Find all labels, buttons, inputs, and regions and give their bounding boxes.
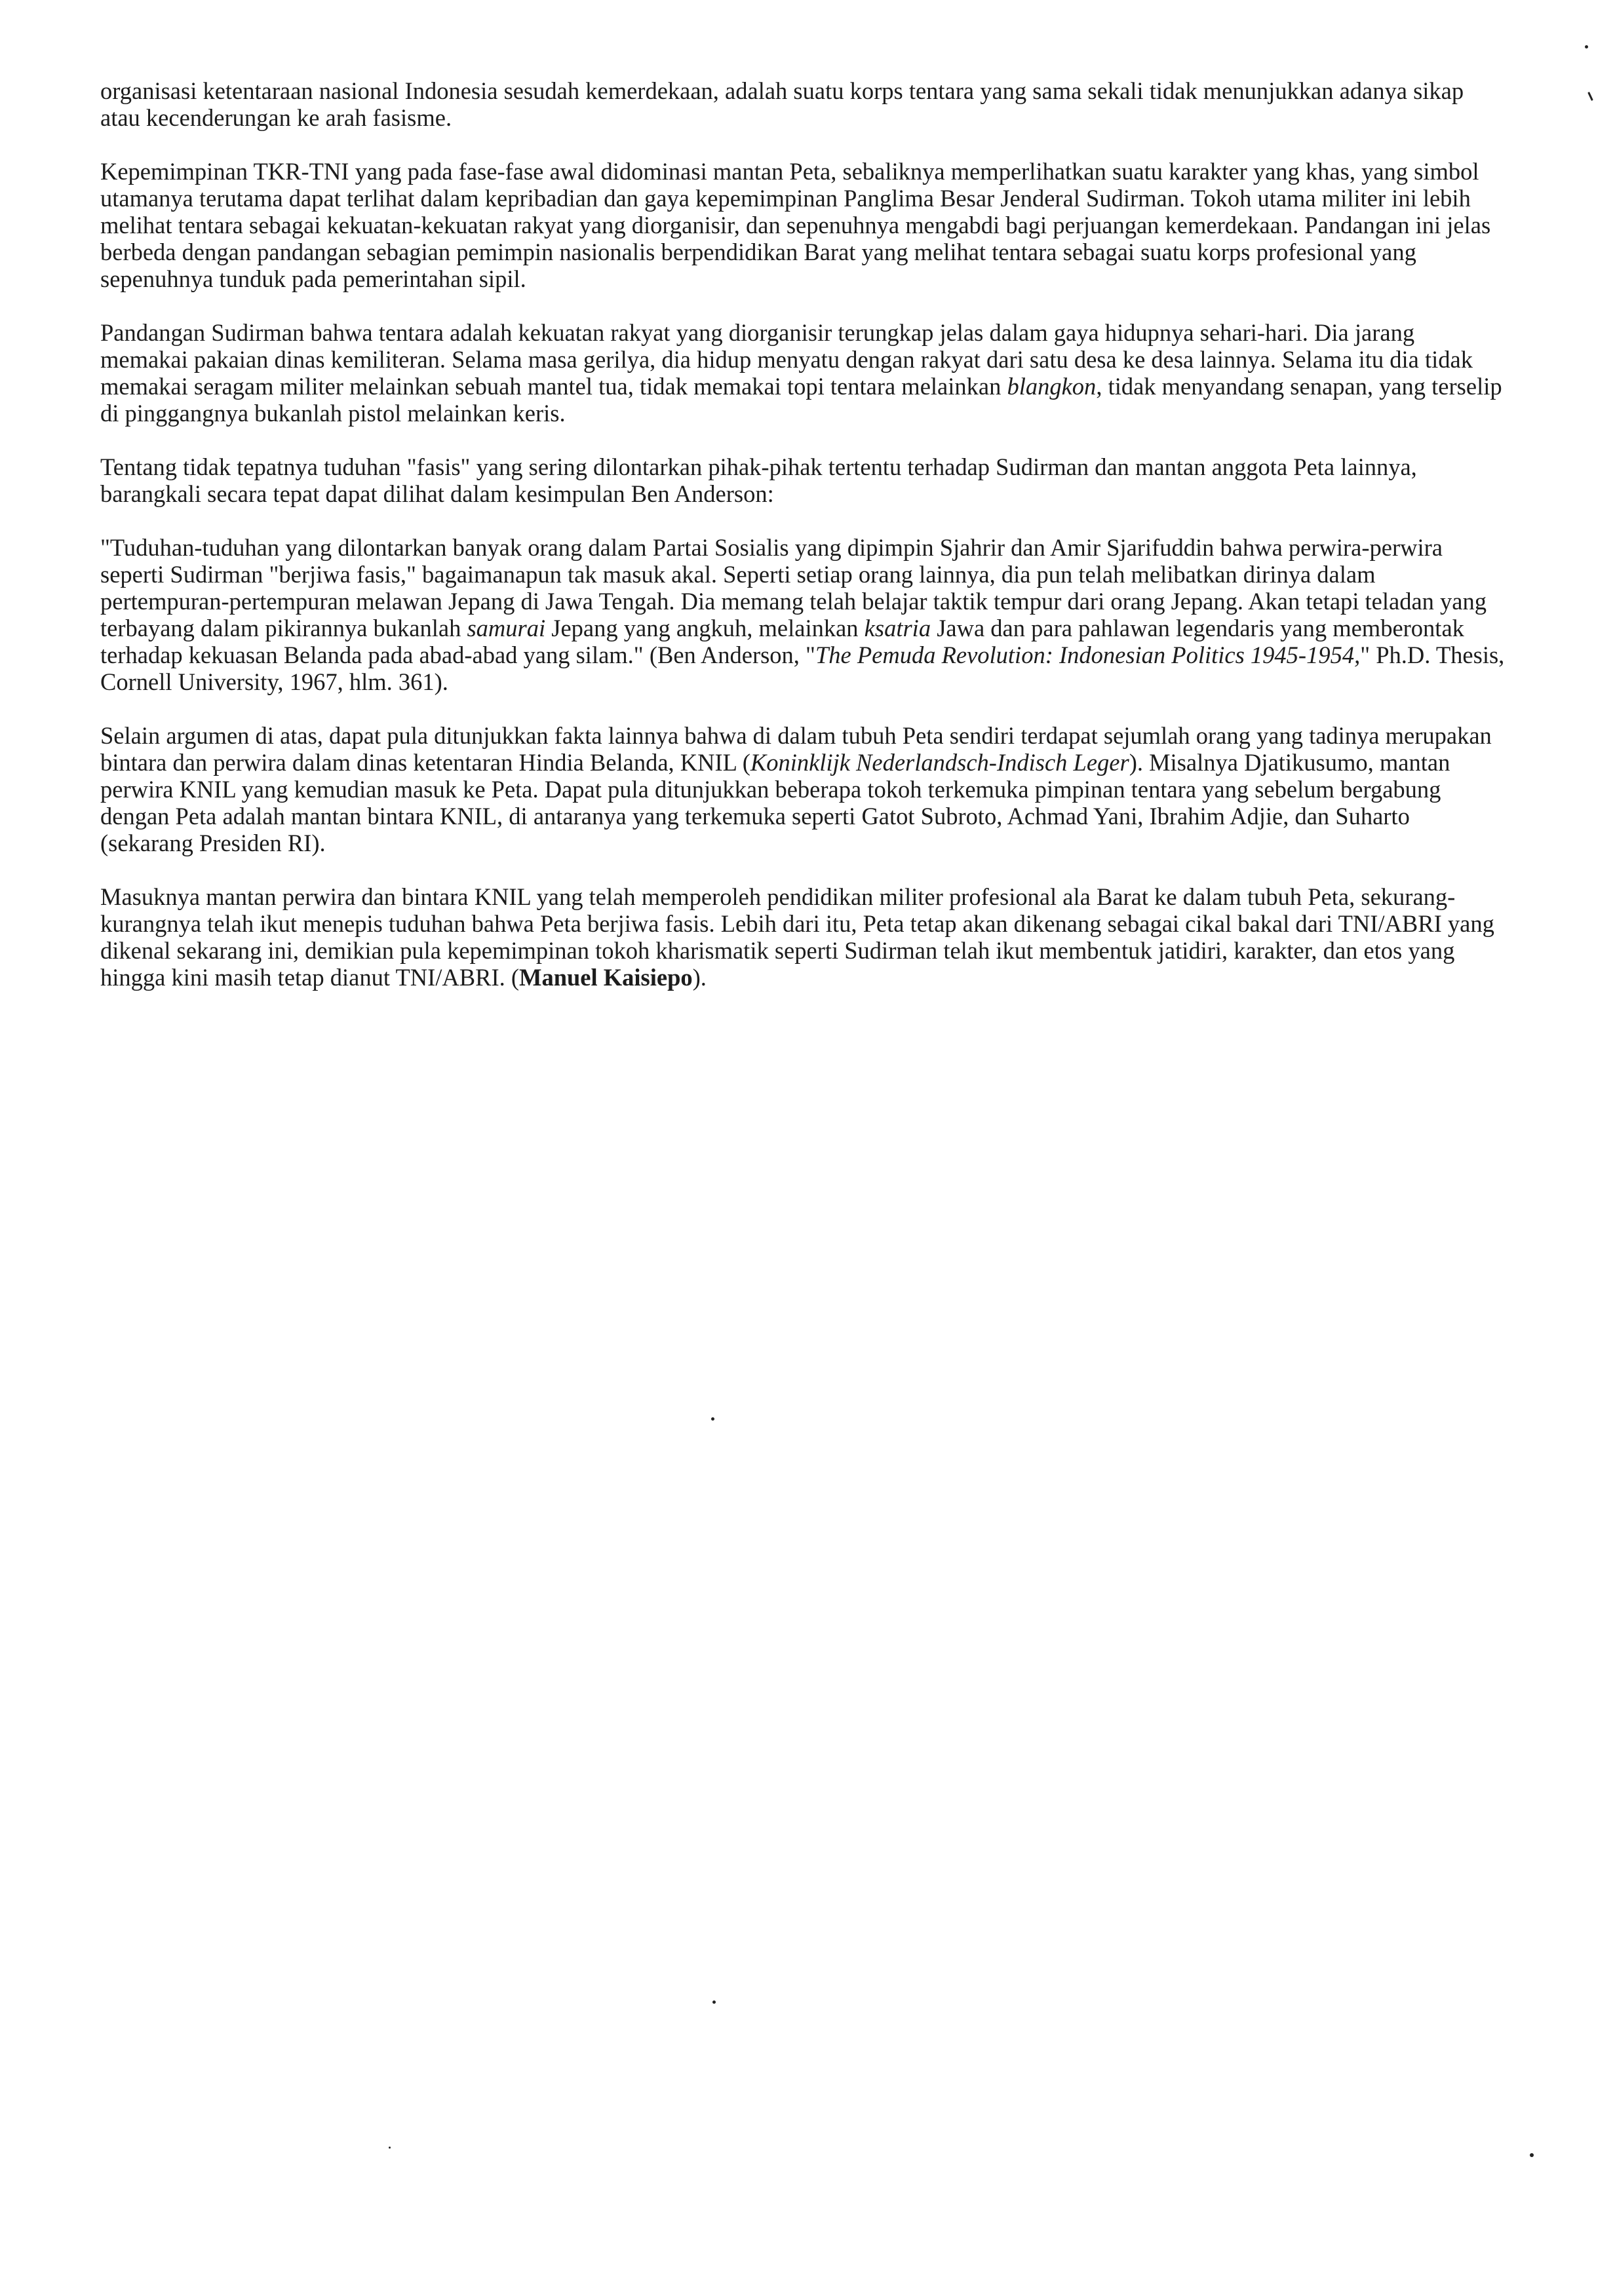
italic-term: ksatria xyxy=(864,615,931,641)
text-run: ). xyxy=(692,964,707,991)
text-run: Jepang yang angkuh, melainkan xyxy=(545,615,865,641)
italic-term: Koninklijk Nederlandsch-Indisch Leger xyxy=(750,749,1129,776)
scan-speck xyxy=(1530,2153,1534,2157)
scan-speck xyxy=(712,2000,716,2004)
text-run: organisasi ketentaraan nasional Indonesia sesudah kemerdekaan, adalah suatu korps tentara yang sama sekali tidak menunjukkan adanya sikap atau kecenderungan ke arah fasisme. xyxy=(100,77,1464,131)
text-run: "Tuduhan-tuduhan yang dilontarkan banyak orang dalam Partai Sosialis yang dipimpin Sjahrir dan Amir Sjarifuddin bahwa perwira-perwira seperti Sudirman "berjiwa fasis," bagaimanapun tak masuk akal. Seperti setiap orang lainnya, dia pun telah melibatkan dirinya dalam pertempuran-pertempuran melawan Jepang di Jawa Tengah. Dia memang telah belajar taktik tempur dari orang Jepang. Akan tetapi teladan yang terbayang dalam pikirannya bukanlah xyxy=(100,534,1487,641)
paragraph-1 xyxy=(100,77,1506,131)
text-run: Kepemimpinan TKR-TNI yang pada fase-fase awal didominasi mantan Peta, sebaliknya memperlihatkan suatu karakter yang khas, yang simbol utamanya terutama dapat terlihat dalam kepribadian dan gaya kepemimpinan Panglima Besar Jenderal Sudirman. Tokoh utama militer ini lebih melihat tentara sebagai kekuatan-kekuatan rakyat yang diorganisir, dan sepenuhnya mengabdi bagi perjuangan kemerdekaan. Pandangan ini jelas berbeda dengan pandangan sebagian pemimpin nasionalis berpendidikan Barat yang melihat tentara sebagai suatu korps profesional yang sepenuhnya tunduk pada pemerintahan sipil. xyxy=(100,158,1491,292)
scan-speck xyxy=(389,2147,391,2149)
author-name: Manuel Kaisiepo xyxy=(519,964,693,991)
text-run: Tentang tidak tepatnya tuduhan "fasis" yang sering dilontarkan pihak-pihak tertentu terhadap Sudirman dan mantan anggota Peta lainnya, barangkali secara tepat dapat dilihat dalam kesimpulan Ben Anderson: xyxy=(100,453,1417,507)
scan-speck xyxy=(1585,45,1588,48)
paragraph-4 xyxy=(100,453,1506,507)
citation-title: The Pemuda Revolution: Indonesian Politics 1945-1954, xyxy=(815,641,1361,668)
article-body xyxy=(100,77,1506,991)
paragraph-6 xyxy=(100,722,1506,856)
text-run: " Ph.D. Thesis, Cornell University, 1967, hlm. 361). xyxy=(100,641,1505,695)
paragraph-3 xyxy=(100,319,1506,427)
text-run: Jawa dan para pahlawan legendaris yang memberontak terhadap kekuasan Belanda pada abad-abad yang silam." (Ben Anderson, " xyxy=(100,615,1464,668)
italic-term: samurai xyxy=(467,615,546,641)
scan-speck xyxy=(711,1417,714,1421)
text-run: Pandangan Sudirman bahwa tentara adalah kekuatan rakyat yang diorganisir terungkap jelas dalam gaya hidupnya sehari-hari. Dia jarang memakai pakaian dinas kemiliteran. Selama masa gerilya, dia hidup menyatu dengan rakyat dari satu desa ke desa lainnya. Selama itu dia tidak memakai seragam militer melainkan sebuah mantel tua, tidak memakai topi tentara melainkan xyxy=(100,319,1473,400)
scan-speck xyxy=(1587,92,1593,101)
text-run: Masuknya mantan perwira dan bintara KNIL yang telah memperoleh pendidikan militer profesional ala Barat ke dalam tubuh Peta, sekurang-kurangnya telah ikut menepis tuduhan bahwa Peta berjiwa fasis. Lebih dari itu, Peta tetap akan dikenang sebagai cikal bakal dari TNI/ABRI yang dikenal sekarang ini, demikian pula kepemimpinan tokoh kharismatik seperti Sudirman telah ikut membentuk jatidiri, karakter, dan etos yang hingga kini masih tetap dianut TNI/ABRI. ( xyxy=(100,883,1494,991)
paragraph-7 xyxy=(100,883,1506,991)
paragraph-5-quotation xyxy=(100,534,1506,695)
italic-term: blangkon xyxy=(1007,373,1097,400)
paragraph-2 xyxy=(100,158,1506,292)
text-run: ). Misalnya Djatikusumo, mantan perwira KNIL yang kemudian masuk ke Peta. Dapat pula ditunjukkan beberapa tokoh terkemuka pimpinan tentara yang sebelum bergabung dengan Peta adalah mantan bintara KNIL, di antaranya yang terkemuka seperti Gatot Subroto, Achmad Yani, Ibrahim Adjie, dan Suharto (sekarang Presiden RI). xyxy=(100,749,1450,856)
text-run: Selain argumen di atas, dapat pula ditunjukkan fakta lainnya bahwa di dalam tubuh Peta sendiri terdapat sejumlah orang yang tadinya merupakan bintara dan perwira dalam dinas ketentaran Hindia Belanda, KNIL ( xyxy=(100,722,1492,776)
text-run: , tidak menyandang senapan, yang terselip di pinggangnya bukanlah pistol melainkan keris. xyxy=(100,373,1502,427)
